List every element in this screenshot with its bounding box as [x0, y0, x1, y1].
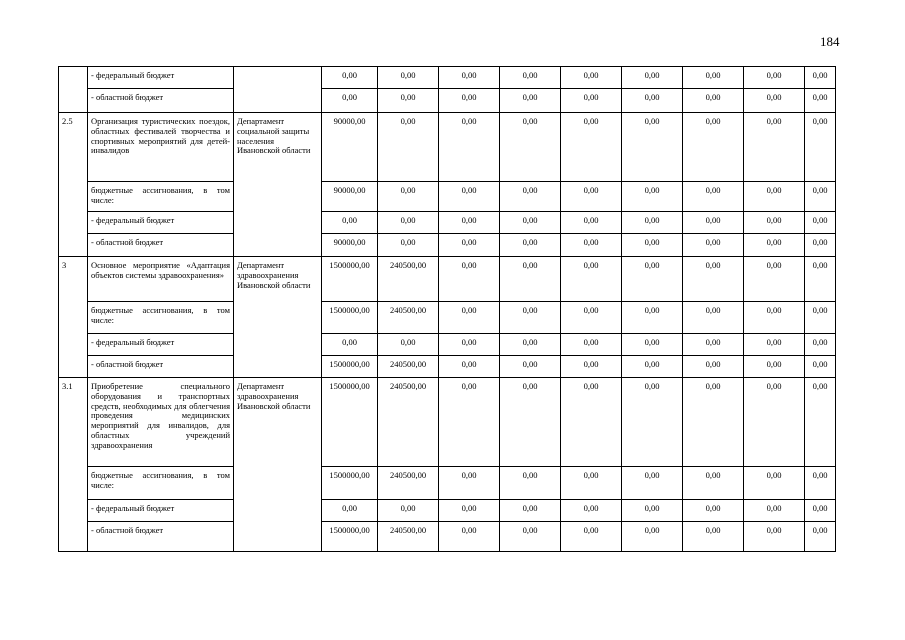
- value-cell: 0,00: [500, 522, 561, 552]
- value-cell: 1500000,00: [322, 467, 378, 500]
- value-cell: 0,00: [561, 257, 622, 302]
- value-cell: 0,00: [805, 302, 836, 334]
- value-cell: 0,00: [439, 212, 500, 234]
- value-cell: 0,00: [500, 182, 561, 212]
- value-cell: 0,00: [439, 257, 500, 302]
- table-row: [59, 182, 836, 212]
- value-cell: 0,00: [561, 234, 622, 257]
- value-cell: 0,00: [744, 113, 805, 182]
- row-name-cell: Организация туристических поездок, областных фестивалей творчества и спортивных мероприятий для детей-инвалидов: [88, 113, 234, 182]
- value-cell: 1500000,00: [322, 302, 378, 334]
- value-cell: 0,00: [322, 89, 378, 113]
- value-cell: 0,00: [683, 257, 744, 302]
- table-row: [59, 212, 836, 234]
- value-cell: 0,00: [805, 182, 836, 212]
- value-cell: 0,00: [683, 378, 744, 467]
- row-dept-cell: Департамент социальной защиты населения Ивановской области: [234, 113, 322, 257]
- value-cell: 0,00: [683, 356, 744, 378]
- value-cell: 0,00: [683, 522, 744, 552]
- value-cell: 0,00: [805, 257, 836, 302]
- value-cell: 240500,00: [378, 378, 439, 467]
- table-row: [59, 522, 836, 552]
- value-cell: 0,00: [500, 467, 561, 500]
- value-cell: 0,00: [439, 467, 500, 500]
- value-cell: 240500,00: [378, 467, 439, 500]
- row-name-cell: - федеральный бюджет: [88, 334, 234, 356]
- row-name-cell: - областной бюджет: [88, 234, 234, 257]
- value-cell: 0,00: [439, 356, 500, 378]
- value-cell: 0,00: [500, 257, 561, 302]
- value-cell: 1500000,00: [322, 378, 378, 467]
- value-cell: 0,00: [683, 182, 744, 212]
- value-cell: 0,00: [378, 212, 439, 234]
- value-cell: 240500,00: [378, 302, 439, 334]
- value-cell: 0,00: [744, 182, 805, 212]
- table-row: [59, 257, 836, 302]
- value-cell: 0,00: [622, 302, 683, 334]
- row-name-cell: - областной бюджет: [88, 89, 234, 113]
- value-cell: 0,00: [500, 113, 561, 182]
- table-row: [59, 67, 836, 89]
- value-cell: 0,00: [744, 67, 805, 89]
- value-cell: 0,00: [439, 500, 500, 522]
- value-cell: 0,00: [439, 67, 500, 89]
- value-cell: 0,00: [622, 113, 683, 182]
- value-cell: 90000,00: [322, 113, 378, 182]
- value-cell: 0,00: [744, 500, 805, 522]
- value-cell: 0,00: [561, 67, 622, 89]
- value-cell: 0,00: [561, 467, 622, 500]
- value-cell: 0,00: [500, 356, 561, 378]
- value-cell: 0,00: [805, 500, 836, 522]
- value-cell: 0,00: [561, 89, 622, 113]
- value-cell: 0,00: [744, 334, 805, 356]
- value-cell: 90000,00: [322, 234, 378, 257]
- value-cell: 0,00: [561, 212, 622, 234]
- value-cell: 0,00: [622, 334, 683, 356]
- value-cell: 0,00: [500, 302, 561, 334]
- value-cell: 0,00: [744, 378, 805, 467]
- row-code-cell: 3: [59, 257, 88, 378]
- value-cell: 0,00: [805, 234, 836, 257]
- value-cell: 1500000,00: [322, 356, 378, 378]
- value-cell: 0,00: [805, 113, 836, 182]
- value-cell: 0,00: [439, 378, 500, 467]
- value-cell: 0,00: [622, 467, 683, 500]
- table-row: [59, 378, 836, 467]
- value-cell: 0,00: [561, 356, 622, 378]
- value-cell: 0,00: [744, 467, 805, 500]
- value-cell: 0,00: [500, 67, 561, 89]
- value-cell: 0,00: [322, 67, 378, 89]
- value-cell: 0,00: [439, 334, 500, 356]
- value-cell: 0,00: [439, 302, 500, 334]
- value-cell: 0,00: [683, 302, 744, 334]
- value-cell: 0,00: [622, 257, 683, 302]
- table-row: [59, 500, 836, 522]
- value-cell: 0,00: [683, 234, 744, 257]
- row-name-cell: Приобретение специального оборудования и транспортных средств, необходимых для облегчения проведения медицинских мероприятий для инвалидов, для областных учреждений здравоохранения: [88, 378, 234, 467]
- value-cell: 0,00: [683, 467, 744, 500]
- budget-table: [58, 66, 836, 552]
- value-cell: 0,00: [683, 113, 744, 182]
- row-code-cell: 2.5: [59, 113, 88, 257]
- value-cell: 240500,00: [378, 356, 439, 378]
- value-cell: 0,00: [622, 212, 683, 234]
- value-cell: 0,00: [622, 89, 683, 113]
- value-cell: 90000,00: [322, 182, 378, 212]
- value-cell: 0,00: [744, 302, 805, 334]
- row-name-cell: - федеральный бюджет: [88, 67, 234, 89]
- value-cell: 0,00: [805, 89, 836, 113]
- value-cell: 0,00: [683, 500, 744, 522]
- value-cell: 0,00: [805, 334, 836, 356]
- value-cell: 0,00: [561, 302, 622, 334]
- value-cell: 0,00: [378, 334, 439, 356]
- value-cell: 0,00: [805, 378, 836, 467]
- value-cell: 0,00: [439, 182, 500, 212]
- value-cell: 0,00: [561, 182, 622, 212]
- value-cell: 0,00: [439, 522, 500, 552]
- row-name-cell: - областной бюджет: [88, 356, 234, 378]
- table-row: [59, 302, 836, 334]
- value-cell: 0,00: [683, 89, 744, 113]
- value-cell: 0,00: [622, 378, 683, 467]
- table-row: [59, 467, 836, 500]
- value-cell: 0,00: [500, 378, 561, 467]
- value-cell: 0,00: [744, 89, 805, 113]
- value-cell: 0,00: [561, 500, 622, 522]
- row-name-cell: - федеральный бюджет: [88, 500, 234, 522]
- value-cell: 0,00: [805, 212, 836, 234]
- value-cell: 0,00: [744, 522, 805, 552]
- row-name-cell: бюджетные ассигнования, в том числе:: [88, 302, 234, 334]
- table-row: [59, 334, 836, 356]
- value-cell: 0,00: [439, 234, 500, 257]
- row-dept-cell: Департамент здравоохранения Ивановской области: [234, 257, 322, 378]
- value-cell: 240500,00: [378, 257, 439, 302]
- value-cell: 0,00: [805, 467, 836, 500]
- value-cell: 0,00: [378, 67, 439, 89]
- row-name-cell: бюджетные ассигнования, в том числе:: [88, 182, 234, 212]
- value-cell: 0,00: [683, 67, 744, 89]
- value-cell: 1500000,00: [322, 522, 378, 552]
- value-cell: 0,00: [683, 212, 744, 234]
- value-cell: 0,00: [378, 234, 439, 257]
- row-name-cell: Основное мероприятие «Адаптация объектов системы здравоохранения»: [88, 257, 234, 302]
- value-cell: 0,00: [322, 212, 378, 234]
- row-code-cell: [59, 67, 88, 113]
- value-cell: 0,00: [322, 334, 378, 356]
- page-number: 184: [820, 34, 840, 49]
- table-row: [59, 113, 836, 182]
- row-dept-cell: [234, 67, 322, 113]
- value-cell: 0,00: [378, 500, 439, 522]
- value-cell: 0,00: [805, 522, 836, 552]
- value-cell: 0,00: [805, 67, 836, 89]
- value-cell: 0,00: [378, 182, 439, 212]
- row-code-cell: 3.1: [59, 378, 88, 552]
- value-cell: 240500,00: [378, 522, 439, 552]
- value-cell: 0,00: [622, 234, 683, 257]
- value-cell: 0,00: [500, 334, 561, 356]
- value-cell: 0,00: [561, 522, 622, 552]
- value-cell: 0,00: [622, 522, 683, 552]
- value-cell: 0,00: [500, 89, 561, 113]
- value-cell: 0,00: [439, 113, 500, 182]
- value-cell: 0,00: [805, 356, 836, 378]
- value-cell: 0,00: [622, 67, 683, 89]
- value-cell: 0,00: [378, 89, 439, 113]
- value-cell: 0,00: [744, 234, 805, 257]
- value-cell: 0,00: [683, 334, 744, 356]
- value-cell: 0,00: [561, 378, 622, 467]
- value-cell: 0,00: [744, 212, 805, 234]
- value-cell: 0,00: [500, 234, 561, 257]
- table-row: [59, 356, 836, 378]
- value-cell: 0,00: [622, 500, 683, 522]
- value-cell: 1500000,00: [322, 257, 378, 302]
- table-row: [59, 234, 836, 257]
- row-name-cell: - областной бюджет: [88, 522, 234, 552]
- row-dept-cell: Департамент здравоохранения Ивановской области: [234, 378, 322, 552]
- table-row: [59, 89, 836, 113]
- value-cell: 0,00: [500, 212, 561, 234]
- row-name-cell: - федеральный бюджет: [88, 212, 234, 234]
- value-cell: 0,00: [561, 334, 622, 356]
- value-cell: 0,00: [439, 89, 500, 113]
- value-cell: 0,00: [744, 356, 805, 378]
- row-name-cell: бюджетные ассигнования, в том числе:: [88, 467, 234, 500]
- value-cell: 0,00: [622, 182, 683, 212]
- value-cell: 0,00: [744, 257, 805, 302]
- value-cell: 0,00: [561, 113, 622, 182]
- value-cell: 0,00: [622, 356, 683, 378]
- value-cell: 0,00: [322, 500, 378, 522]
- value-cell: 0,00: [378, 113, 439, 182]
- value-cell: 0,00: [500, 500, 561, 522]
